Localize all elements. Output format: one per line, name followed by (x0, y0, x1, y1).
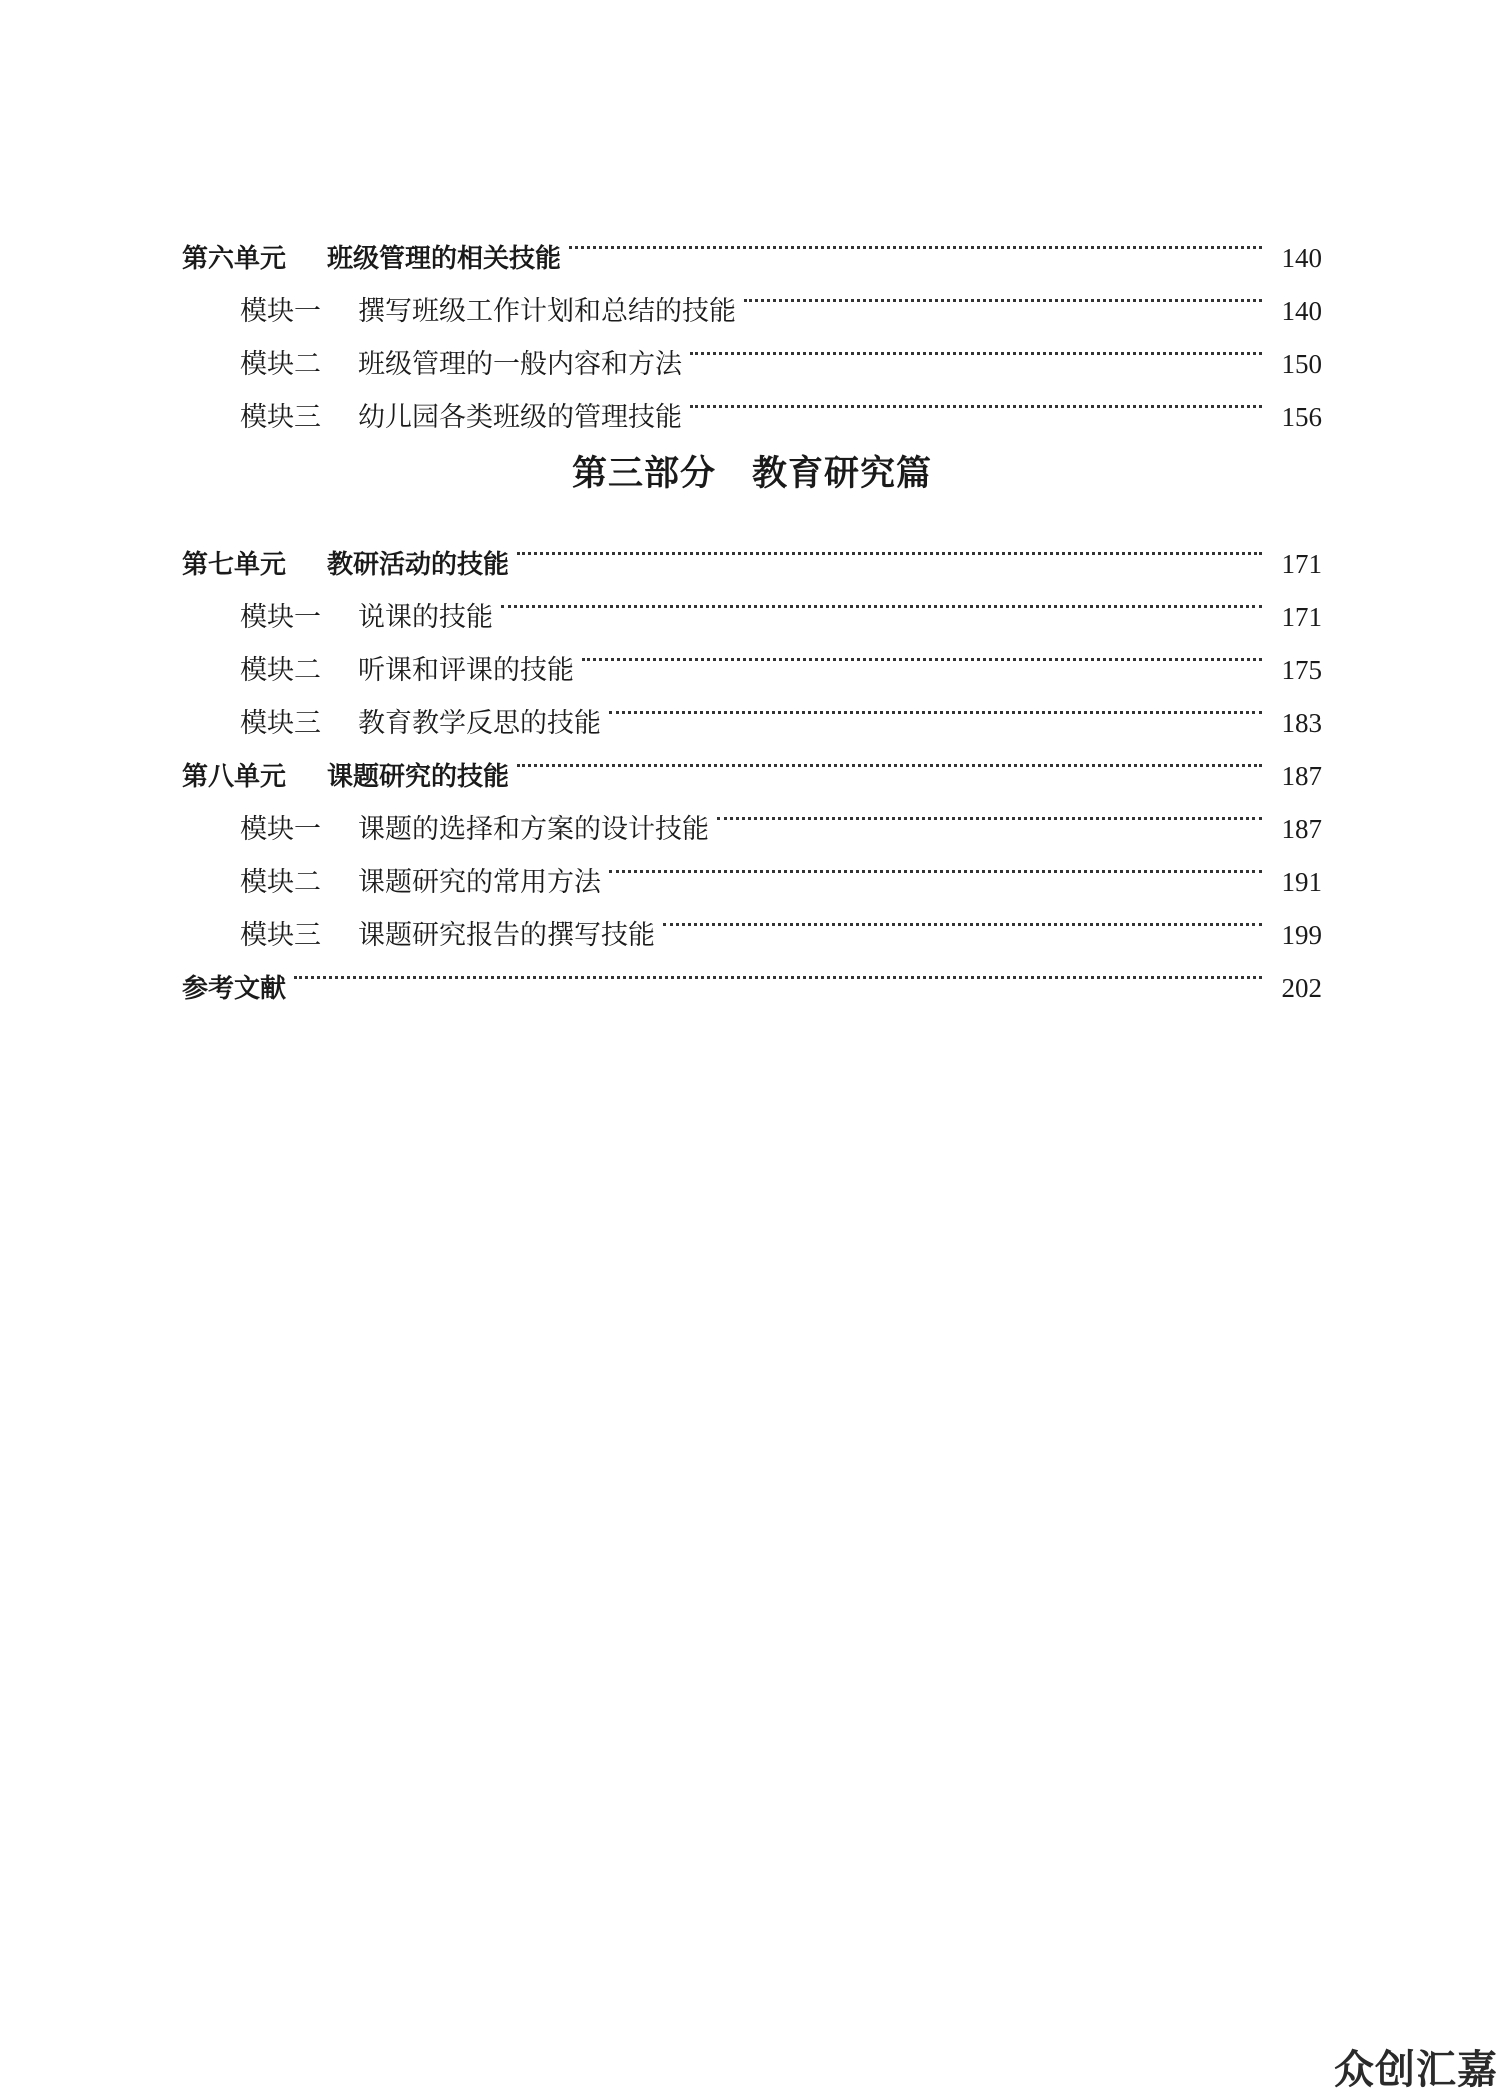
dot-leader (294, 944, 1262, 997)
page-number: 175 (1281, 655, 1322, 685)
dot-leader (517, 520, 1262, 573)
part-label: 第三部分 (571, 454, 716, 494)
module-number: 模块一 (240, 296, 321, 327)
module-title: 撰写班级工作计划和总结的技能 (358, 296, 736, 327)
page-number: 187 (1281, 814, 1322, 844)
references-title: 参考文献 (182, 974, 287, 1004)
page-number: 191 (1281, 867, 1322, 897)
module-number: 模块二 (240, 867, 321, 898)
page-number: 183 (1281, 708, 1322, 738)
dot-leader (517, 732, 1262, 785)
page-number: 171 (1281, 549, 1322, 579)
dot-leader (663, 891, 1262, 944)
part-title: 教育研究篇 (752, 454, 933, 494)
module-number: 模块三 (240, 708, 321, 739)
table-of-contents (182, 214, 1322, 1004)
unit-title: 课题研究的技能 (327, 762, 510, 792)
toc-references[interactable] (182, 944, 1322, 1004)
unit-title: 教研活动的技能 (327, 550, 510, 580)
unit-number: 第八单元 (182, 762, 287, 792)
dot-leader (690, 373, 1262, 426)
dot-leader (690, 320, 1262, 373)
page-number: 199 (1281, 920, 1322, 950)
page-number: 140 (1281, 243, 1322, 273)
watermark-logo: 众创汇嘉 (1334, 2047, 1498, 2093)
module-title: 班级管理的一般内容和方法 (358, 349, 682, 380)
page-number: 202 (1281, 973, 1322, 1003)
module-title: 课题的选择和方案的设计技能 (358, 814, 709, 845)
page-number: 150 (1281, 349, 1322, 379)
module-title: 幼儿园各类班级的管理技能 (358, 402, 682, 433)
toc-unit-6[interactable] (182, 214, 1322, 274)
toc-unit-7[interactable] (182, 520, 1322, 580)
page-number: 187 (1281, 761, 1322, 791)
dot-leader (582, 626, 1262, 679)
page-number: 171 (1281, 602, 1322, 632)
module-number: 模块三 (240, 402, 321, 433)
module-title: 课题研究的常用方法 (358, 867, 601, 898)
dot-leader (569, 214, 1262, 267)
page-number: 156 (1281, 402, 1322, 432)
module-title: 教育教学反思的技能 (358, 708, 601, 739)
module-title: 听课和评课的技能 (358, 655, 574, 686)
dot-leader (609, 838, 1262, 891)
module-title: 说课的技能 (358, 602, 493, 633)
module-number: 模块二 (240, 655, 321, 686)
unit-title: 班级管理的相关技能 (327, 244, 562, 274)
dot-leader (501, 573, 1262, 626)
module-number: 模块二 (240, 349, 321, 380)
module-number: 模块一 (240, 814, 321, 845)
dot-leader (609, 679, 1262, 732)
dot-leader (717, 785, 1262, 838)
page-number: 140 (1281, 296, 1322, 326)
module-title: 课题研究报告的撰写技能 (358, 920, 655, 951)
dot-leader (744, 267, 1262, 320)
module-number: 模块三 (240, 920, 321, 951)
unit-number: 第七单元 (182, 550, 287, 580)
module-number: 模块一 (240, 602, 321, 633)
unit-number: 第六单元 (182, 244, 287, 274)
